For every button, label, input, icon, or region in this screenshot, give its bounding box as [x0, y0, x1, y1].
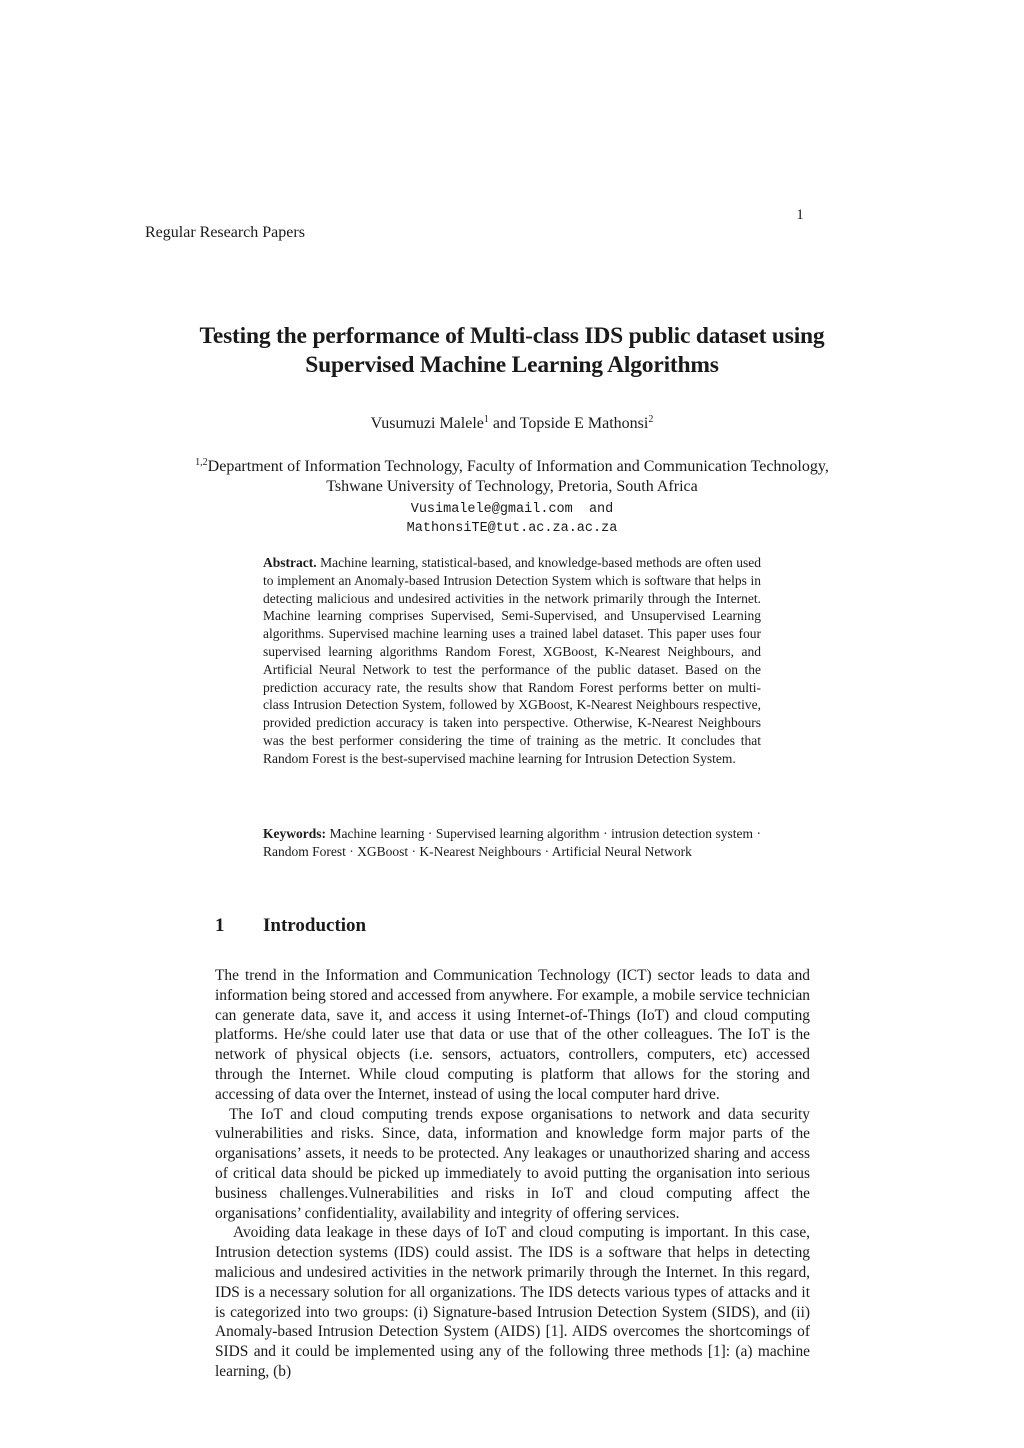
abstract-text: Machine learning, statistical-based, and knowledge-based methods are often used to implement an Anomaly-based Intrusion Detection System which is software that helps in detecting malicious and undesired activities in the network primarily through the Internet. Machine learning comprises Supervised, Semi-Supervised, and Unsupervised Learning algorithms. Supervised machine learning uses a trained label dataset. This paper uses four supervised learning algorithms Random Forest, XGBoost, K-Nearest Neighbours, and Artificial Neural Network to test the performance of the public dataset. Based on the prediction accuracy rate, the results show that Random Forest performs better on multi-class Intrusion Detection System, followed by XGBoost, K-Nearest Neighbours respective, provided prediction accuracy is taken into perspective. Otherwise, K-Nearest Neighbours was the best performer considering the time of training as the metric. It concludes that Random Forest is the best-supervised machine learning for Intrusion Detection System. — [263, 555, 762, 766]
email-line-1: Vusimalele@gmail.com and — [410, 502, 614, 517]
paragraph-1: The trend in the Information and Communication Technology (ICT) sector leads to data and information being stored and accessed from anywhere. For example, a mobile service technician can generate data, save it, and access it using Internet-of-Things (IoT) and cloud computing platforms. He/she could later use that data or use that of the other colleagues. The IoT is the network of physical objects (i.e. sensors, actuators, controllers, computers, etc) accessed through the Internet. While cloud computing is platform that allows for the storing and accessing of data over the Internet, instead of using the local computer hard drive. — [215, 967, 810, 1103]
section-heading — [215, 915, 366, 937]
section-number: 1 — [215, 915, 225, 936]
email-line-2: MathonsiTE@tut.ac.za.ac.za — [406, 521, 618, 536]
author-conjunction: and — [488, 415, 520, 432]
paragraph-3: Avoiding data leakage in these days of IoT and cloud computing is important. In this case, Intrusion detection systems (IDS) could assist. The IDS is a software that helps in detecting malicious and undesired activities in the network primarily through the Internet. In this regard, IDS is a necessary solution for all organizations. The IDS detects various types of attacks and it is categorized into two groups: (i) Signature-based Intrusion Detection System (SIDS), and (ii) Anomaly-based Intrusion Detection System (AIDS) [1]. AIDS overcomes the shortcomings of SIDS and it could be implemented using any of the following three methods [1]: (a) machine learning, (b) — [215, 1224, 810, 1380]
title-line-1: Testing the performance of Multi-class IDS public dataset using — [199, 323, 825, 349]
author-1-sup: 1 — [483, 414, 489, 425]
affiliation-text-1: Department of Information Technology, Faculty of Information and Communication Technology, — [207, 458, 829, 475]
authors — [100, 415, 924, 433]
affiliation-sup: 1,2 — [195, 457, 208, 468]
affiliation — [100, 457, 924, 497]
body-text — [215, 966, 810, 1382]
affiliation-line-2: Tshwane University of Technology, Pretoria, South Africa — [326, 478, 698, 495]
emails — [100, 500, 924, 538]
keywords — [263, 825, 761, 861]
paragraph-2: The IoT and cloud computing trends expose organisations to network and data security vulnerabilities and risks. Since, data, information and knowledge form major parts of the organisations’ assets, it needs to be protected. Any leakages or unauthorized sharing and access of critical data should be picked up immediately to avoid putting the organisation into serious business challenges.Vulnerabilities and risks in IoT and cloud computing affect the organisations’ confidentiality, availability and integrity of offering services. — [215, 1105, 810, 1222]
author-1: Vusumuzi Malele — [370, 415, 484, 432]
page-number: 1 — [796, 207, 804, 223]
keywords-text: Machine learning · Supervised learning algorithm · intrusion detection system · Random Forest · XGBoost · K-Nearest Neighbours · Artificial Neural Network — [263, 826, 761, 859]
abstract-label: Abstract. — [263, 555, 317, 570]
paper-title — [100, 322, 924, 380]
affiliation-line-1 — [100, 457, 924, 477]
running-header: Regular Research Papers — [145, 224, 305, 241]
abstract — [263, 554, 761, 768]
keywords-label: Keywords: — [263, 826, 326, 841]
title-line-2: Supervised Machine Learning Algorithms — [305, 352, 719, 378]
author-2: Topside E Mathonsi — [519, 415, 649, 432]
section-title: Introduction — [263, 915, 367, 936]
author-2-sup: 2 — [648, 414, 654, 425]
